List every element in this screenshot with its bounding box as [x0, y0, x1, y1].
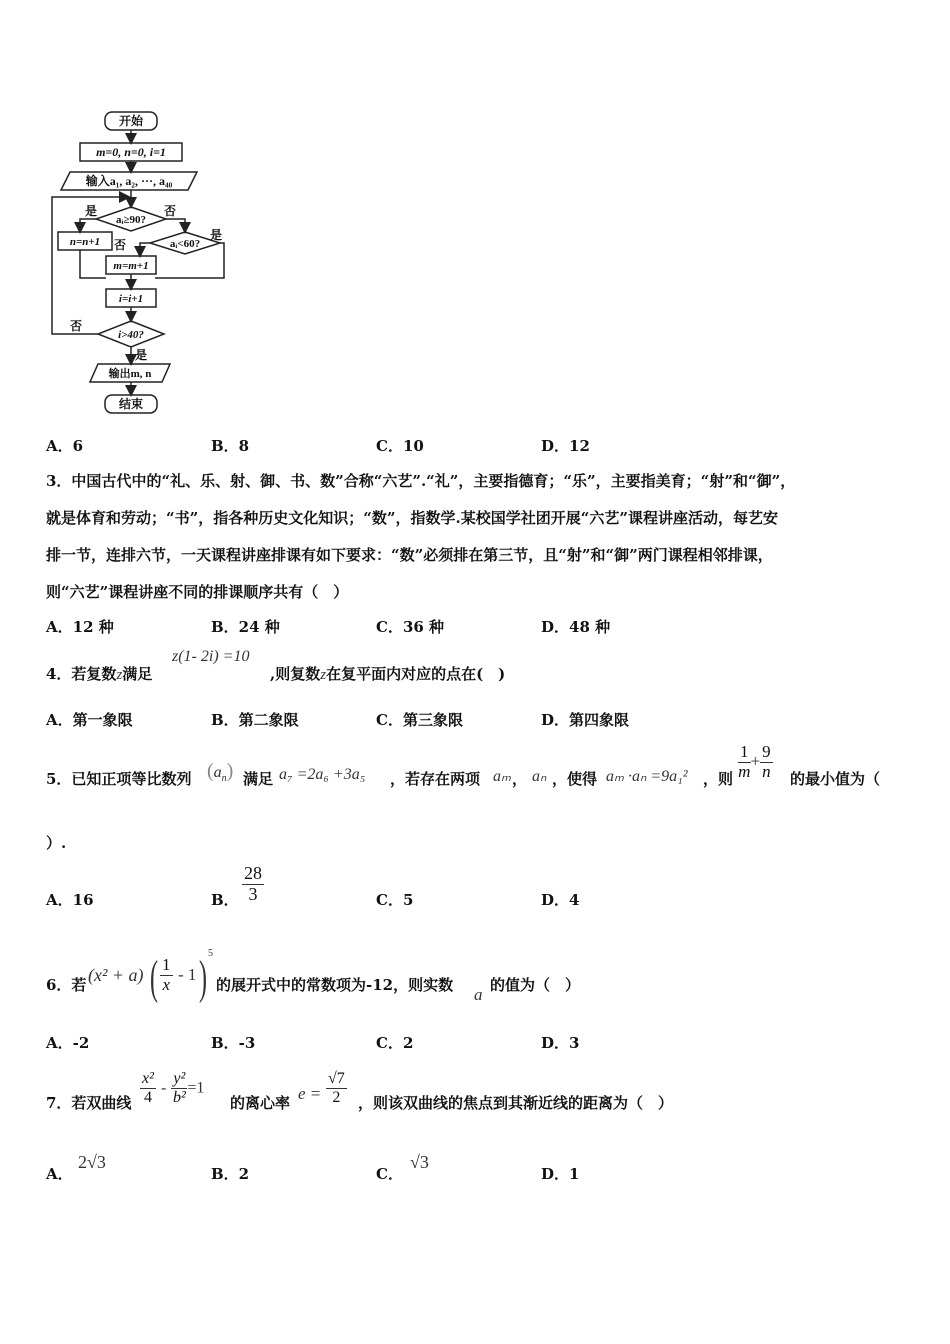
- q5-t1: 满足: [243, 770, 274, 788]
- flow-output-text: 输出m, n: [108, 368, 152, 380]
- q6-t2: 的值为（ ）: [490, 976, 581, 994]
- flow-input-text: 输入a₁, a₂, ···, a₄₀: [85, 174, 173, 188]
- q4-z: z: [116, 667, 123, 683]
- q4-mid: 满足: [122, 665, 153, 683]
- q5-eq2: aₘ ·aₙ =9a₁²: [606, 768, 688, 785]
- q4-option-a: A．第一象限: [46, 711, 133, 729]
- q4-z-2: z: [320, 667, 327, 683]
- flow-cond1-text: aᵢ≥90?: [116, 214, 146, 226]
- q4-stem: [46, 663, 152, 684]
- q5-eq1: a₇ =2a₆ +3a₅: [279, 766, 366, 783]
- q4-option-d: D．第四象限: [541, 711, 630, 729]
- q5-f1-den: m: [738, 761, 751, 781]
- q6-f-num: 1: [162, 955, 171, 974]
- q7-f1-den: 4: [143, 1088, 152, 1106]
- q7-option-c: C．: [376, 1165, 403, 1183]
- q5-seq-sub: n: [221, 773, 227, 785]
- q2-option-c: C．10: [376, 437, 424, 455]
- q6-paren-right: ): [199, 951, 207, 1004]
- q6-exponent: 5: [208, 948, 213, 959]
- q5-option-a: A．16: [46, 891, 94, 909]
- q5-am: aₘ: [493, 768, 511, 785]
- q6-prefix: 6．若: [46, 976, 87, 994]
- flow-init-text: m=0, n=0, i=1: [96, 145, 166, 159]
- q7-option-a: A．: [46, 1165, 73, 1183]
- q3-line-2: 就是体育和劳动；“书”，指各种历史文化知识；“数”，指数学.某校国学社团开展“六艺”课程讲座活动，每艺安: [46, 509, 778, 527]
- flow-start-text: 开始: [118, 114, 144, 128]
- q6-expr-a: (x² + a): [88, 965, 144, 985]
- flow-cond2-text: aᵢ<60?: [169, 238, 201, 250]
- q3-line-3: 排一节，连排六节，一天课程讲座排课有如下要求：“数”必须排在第三节，且“射”和“御”两门课程相邻排课，: [46, 546, 773, 564]
- q3-option-a: A．12 种: [46, 618, 114, 636]
- q5-t4: ，则: [703, 770, 734, 788]
- q6-fraction: [160, 956, 173, 994]
- q5-close: ）.: [46, 834, 67, 852]
- flow-n-update-text: n=n+1: [69, 236, 101, 248]
- flowchart: [40, 100, 250, 420]
- q3-option-b: B．24 种: [211, 618, 280, 636]
- q7-option-b: B．2: [211, 1165, 250, 1183]
- q7-e-den: 2: [332, 1088, 341, 1106]
- flow-yes-label-1: 是: [85, 204, 98, 218]
- q5-comma: ，: [512, 770, 528, 788]
- q6-option-d: D．3: [541, 1034, 580, 1052]
- q5-fraction-expr: [738, 743, 773, 781]
- q5-an: aₙ: [532, 768, 547, 785]
- q5-option-b-num: 28: [244, 863, 262, 883]
- q5-option-b-den: 3: [248, 883, 258, 904]
- q2-option-b: B．8: [211, 437, 250, 455]
- q7-eq1: =1: [187, 1079, 205, 1097]
- q5-f1-num: 1: [740, 742, 749, 761]
- q7-f1-num: x²: [142, 1070, 154, 1087]
- q4-equation: z(1- 2i) =10: [172, 648, 250, 665]
- q3-line-1: 3．中国古代中的“礼、乐、射、御、书、数”合称“六艺”.“礼”，主要指德育；“乐”，主要指美育；“射”和“御”，: [46, 472, 796, 490]
- q5-t3: ，使得: [552, 770, 598, 788]
- flow-yes-label-2: 是: [210, 228, 223, 242]
- q7-prefix: 7．若双曲线: [46, 1094, 132, 1112]
- q5-seq-a: a: [213, 764, 222, 781]
- flow-end-text: 结束: [118, 397, 144, 411]
- flow-i-update-text: i=i+1: [118, 293, 144, 305]
- q6-t1: 的展开式中的常数项为-12，则实数: [216, 976, 454, 994]
- q5-f2-den: n: [762, 761, 771, 781]
- q6-a: a: [474, 985, 483, 1004]
- q2-option-d: D．12: [541, 437, 590, 455]
- q5-plus: +: [750, 751, 761, 771]
- q6-option-c: C．2: [376, 1034, 414, 1052]
- q6-f-den: x: [162, 974, 171, 994]
- q2-option-a: A．6: [46, 437, 84, 455]
- q7-f2-den: b²: [172, 1088, 186, 1106]
- q7-hyperbola-eq: [140, 1070, 204, 1106]
- q7-minus: -: [161, 1079, 167, 1097]
- q5-t2: ，若存在两项: [390, 770, 481, 788]
- q7-option-d: D．1: [541, 1165, 580, 1183]
- q3-line-4: 则“六艺”课程讲座不同的排课顺序共有（ ）: [46, 583, 349, 601]
- q7-e: e =: [298, 1084, 322, 1103]
- q3-option-c: C．36 种: [376, 618, 445, 636]
- q4-prefix: 4．若复数: [46, 665, 117, 683]
- q5-seq: $(a_n)$: [207, 760, 234, 785]
- q7-option-c-value: √3: [410, 1152, 429, 1172]
- q7-e-fraction: [326, 1070, 347, 1106]
- q4-stem-tail: [270, 663, 505, 684]
- q7-t2: ，则该双曲线的焦点到其渐近线的距离为（ ）: [358, 1094, 674, 1112]
- q5-f2-num: 9: [762, 742, 771, 761]
- flow-cond3-text: i>40?: [118, 329, 144, 341]
- q5-option-d: D．4: [541, 891, 580, 909]
- flow-no-label-3: 否: [70, 319, 83, 333]
- q7-f2-num: y²: [173, 1070, 186, 1087]
- q5-prefix: 5．已知正项等比数列: [46, 770, 192, 788]
- flow-yes-label-3: 是: [135, 348, 148, 362]
- q5-t5: 的最小值为（: [790, 770, 881, 788]
- q4-option-b: B．第二象限: [211, 711, 299, 729]
- q6-minus1: - 1: [178, 965, 197, 984]
- q7-e-num: √7: [328, 1070, 345, 1087]
- q6-paren-left: (: [150, 951, 158, 1004]
- q6-option-b: B．-3: [211, 1034, 256, 1052]
- q4-option-c: C．第三象限: [376, 711, 463, 729]
- q5-option-b: B．: [211, 891, 239, 909]
- flow-no-label-1: 否: [164, 204, 177, 218]
- q7-option-a-value: 2√3: [78, 1152, 106, 1172]
- q5-option-c: C．5: [376, 891, 414, 909]
- flow-m-update-text: m=m+1: [113, 260, 149, 272]
- q5-option-b-value: [242, 864, 264, 905]
- q6-option-a: A．-2: [46, 1034, 90, 1052]
- q7-t1: 的离心率: [230, 1094, 291, 1112]
- q4-suffix1: ,则复数: [270, 665, 321, 683]
- q4-suffix2: 在复平面内对应的点在( ): [326, 665, 506, 683]
- flow-no-label-2: 否: [114, 238, 127, 252]
- q3-option-d: D．48 种: [541, 618, 611, 636]
